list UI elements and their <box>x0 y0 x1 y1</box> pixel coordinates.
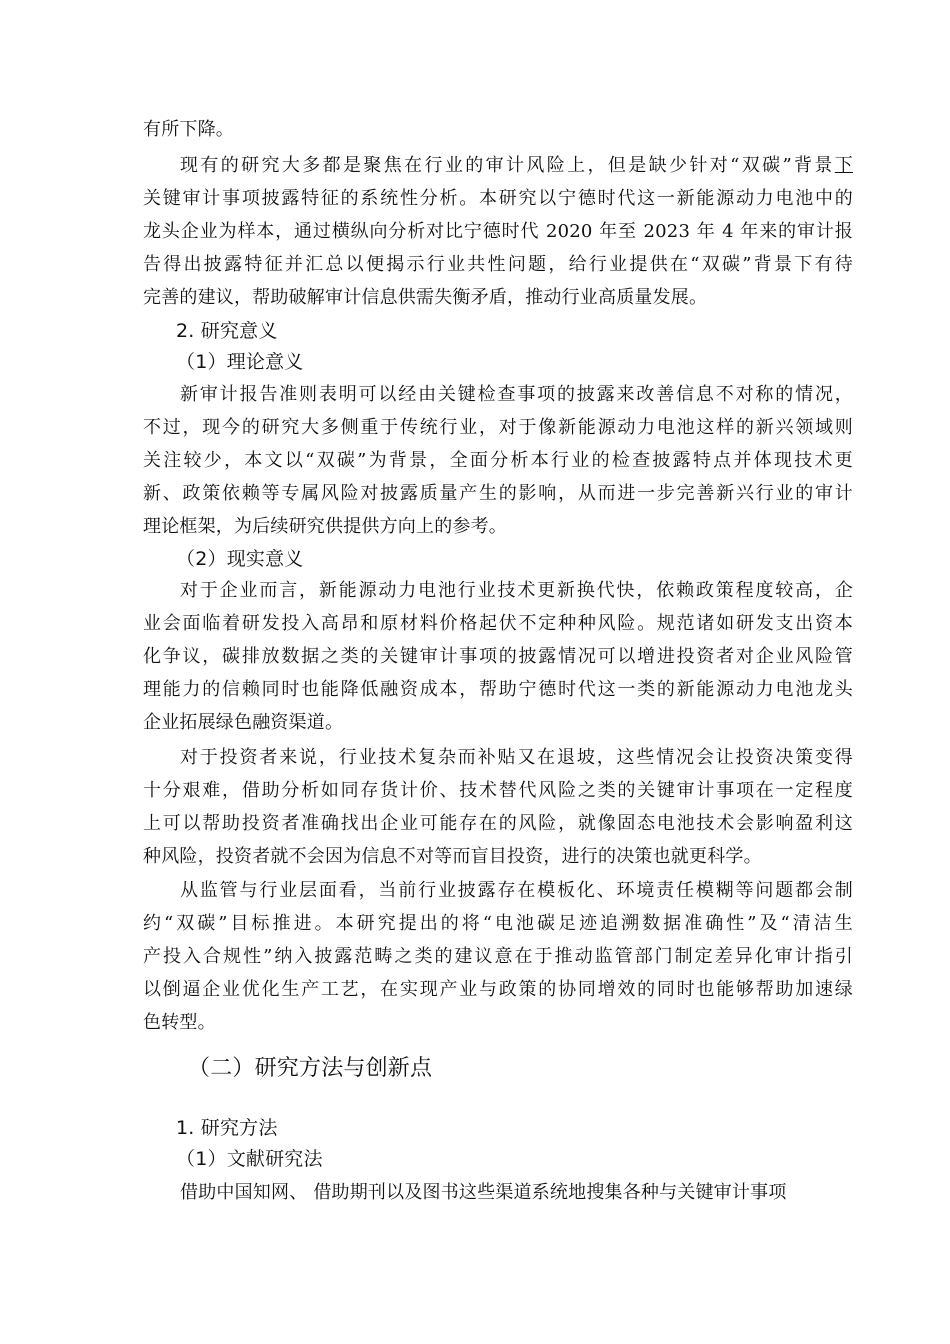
subsection-heading: （2）现实意义 <box>176 548 304 570</box>
paragraph-line <box>180 155 853 177</box>
paragraph-line: 约“双碳”目标推进。本研究提出的将“电池碳足迹追溯数据准确性”及“清洁生 <box>143 913 853 934</box>
paragraph-line: 以倒逼企业优化生产工艺，在实现产业与政策的协同增效的同时也能够帮助加速绿 <box>143 979 853 1000</box>
paragraph-line: 理论框架，为后续研究供提供方向上的参考。 <box>143 516 507 537</box>
paragraph-line: 十分艰难，借助分析如同存货计价、技术替代风险之类的关键审计事项在一定程度 <box>143 780 853 801</box>
section-heading: 2. 研究意义 <box>176 320 278 342</box>
subsection-heading: （1）文献研究法 <box>176 1148 323 1170</box>
paragraph-line: 新、政策依赖等专属风险对披露质量产生的影响，从而进一步完善新兴行业的审计 <box>143 483 853 504</box>
chapter-heading: （二）研究方法与创新点 <box>188 1056 433 1081</box>
paragraph-text: 现有的研究大多都是聚焦在行业的审计风险上，但是缺少针对“双碳”背景 <box>180 155 835 176</box>
underlined-text: 下 <box>834 155 853 176</box>
paragraph-line: 企业拓展绿色融资渠道。 <box>143 712 344 733</box>
paragraph-line: 理能力的信赖同时也能降低融资成本，帮助宁德时代这一类的新能源动力电池龙头 <box>143 679 853 700</box>
section-heading: 1. 研究方法 <box>176 1117 278 1139</box>
paragraph-line: 业会面临着研发投入高昂和原材料价格起伏不定种种风险。规范诸如研发支出资本 <box>143 613 853 634</box>
paragraph-line: 对于企业而言，新能源动力电池行业技术更新换代快，依赖政策程度较高，企 <box>180 580 853 601</box>
paragraph-line: 色转型。 <box>143 1012 216 1033</box>
paragraph-line: 借助中国知网、 借助期刊以及图书这些渠道系统地搜集各种与关键审计事项 <box>180 1182 787 1203</box>
paragraph-line: 化争议，碳排放数据之类的关键审计事项的披露情况可以增进投资者对企业风险管 <box>143 646 853 667</box>
paragraph-line: 种风险，投资者就不会因为信息不对等而盲目投资，进行的决策也就更科学。 <box>143 846 762 867</box>
paragraph-line: 龙头企业为样本，通过横纵向分析对比宁德时代 2020 年至 2023 年 4 年来的审计报 <box>143 221 853 242</box>
subsection-heading: （1）理论意义 <box>176 351 304 373</box>
paragraph-line: 对于投资者来说，行业技术复杂而补贴又在退坡，这些情况会让投资决策变得 <box>180 747 853 768</box>
paragraph-line: 产投入合规性”纳入披露范畴之类的建议意在于推动监管部门制定差异化审计指引 <box>143 946 853 967</box>
paragraph-line: 不过，现今的研究大多侧重于传统行业，对于像新能源动力电池这样的新兴领域则 <box>143 417 853 438</box>
paragraph-line: 告得出披露特征并汇总以便揭示行业共性问题，给行业提供在“双碳”背景下有待 <box>143 254 853 275</box>
paragraph-line: 上可以帮助投资者准确找出企业可能存在的风险，就像固态电池技术会影响盈利这 <box>143 813 853 834</box>
paragraph-line: 关注较少，本文以“双碳”为背景，全面分析本行业的检查披露特点并体现技术更 <box>143 450 853 471</box>
paragraph-line: 完善的建议，帮助破解审计信息供需失衡矛盾，推动行业高质量发展。 <box>143 287 708 308</box>
paragraph-line: 从监管与行业层面看，当前行业披露存在模板化、环境责任模糊等问题都会制 <box>180 880 853 901</box>
paragraph-line: 新审计报告准则表明可以经由关键检查事项的披露来改善信息不对称的情况， <box>180 384 853 405</box>
paragraph-line: 关键审计事项披露特征的系统性分析。本研究以宁德时代这一新能源动力电池中的 <box>143 188 853 209</box>
paragraph-line: 有所下降。 <box>143 119 234 140</box>
